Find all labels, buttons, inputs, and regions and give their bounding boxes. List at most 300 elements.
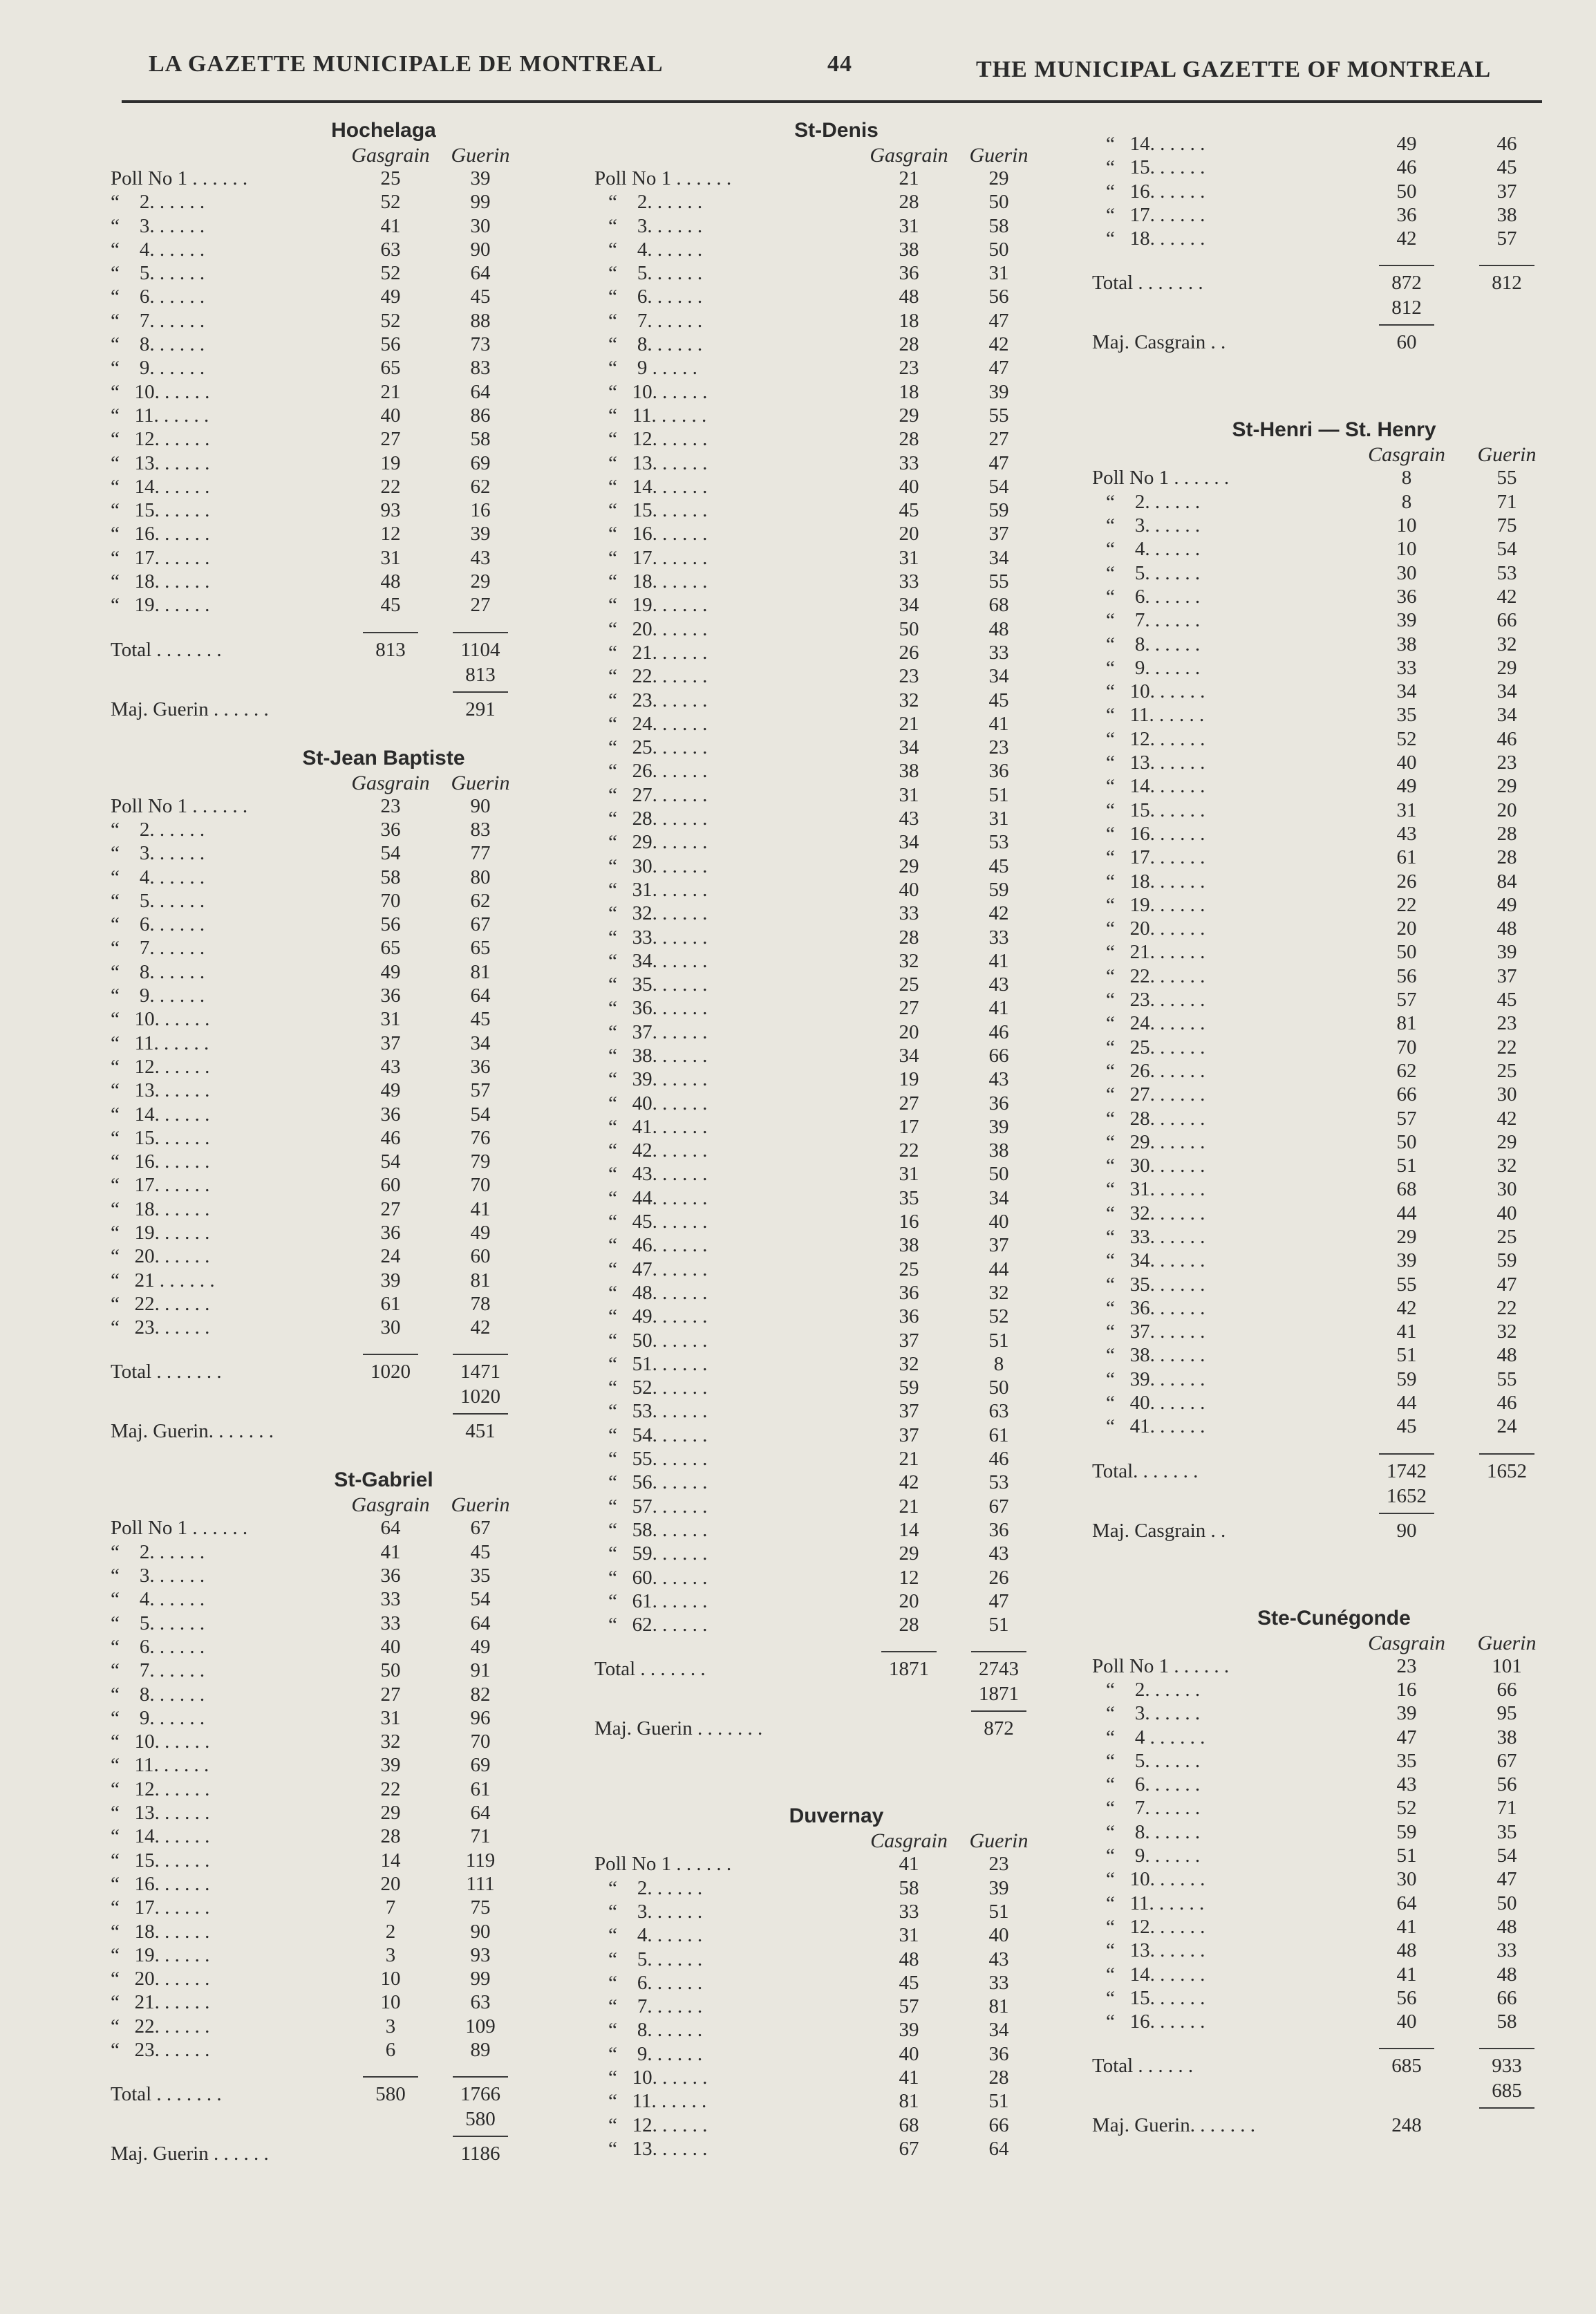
majority-value: 60 — [1396, 331, 1417, 354]
poll-row — [594, 879, 1078, 902]
guerin-votes: 51 — [988, 1614, 1009, 1636]
guerin-votes: 36 — [988, 2042, 1009, 2065]
subtracted-total — [594, 1683, 1078, 1706]
poll-label: “ 21. . . . . . — [1106, 941, 1205, 964]
poll-row — [111, 961, 594, 985]
casgrain-votes: 43 — [1396, 1773, 1417, 1796]
casgrain-votes: 27 — [380, 1197, 401, 1220]
poll-label: “ 6. . . . . . — [1106, 585, 1201, 608]
poll-row — [1092, 514, 1576, 538]
poll-row — [1092, 823, 1576, 846]
poll-label: “ 16. . . . . . — [608, 523, 708, 545]
poll-row — [594, 1542, 1078, 1566]
poll-row — [1092, 941, 1576, 964]
poll-row — [111, 1944, 594, 1968]
casgrain-votes: 34 — [1396, 680, 1417, 703]
poll-row — [594, 1948, 1078, 1972]
casgrain-votes: 31 — [899, 783, 919, 806]
poll-row — [594, 665, 1078, 689]
poll-label: “ 6. . . . . . — [111, 1635, 205, 1658]
casgrain-votes: 20 — [899, 1020, 919, 1043]
poll-label: “ 23. . . . . . — [608, 689, 708, 711]
majority-label: Maj. Guerin . . . . . . — [111, 2143, 269, 2165]
poll-row — [1092, 704, 1576, 727]
poll-row — [1092, 1773, 1576, 1797]
poll-row — [594, 1567, 1078, 1590]
casgrain-total: 1871 — [889, 1658, 929, 1681]
poll-label: “ 58. . . . . . — [608, 1518, 708, 1541]
poll-row — [111, 239, 594, 262]
poll-label: “ 33. . . . . . — [1106, 1225, 1205, 1248]
guerin-votes: 47 — [988, 1589, 1009, 1612]
guerin-votes: 34 — [470, 1032, 491, 1054]
subtracted-value: 813 — [465, 663, 496, 686]
guerin-votes: 54 — [1496, 538, 1517, 561]
poll-row — [111, 842, 594, 866]
poll-label: “ 9 . . . . . — [608, 357, 697, 380]
guerin-votes: 50 — [988, 238, 1009, 261]
casgrain-votes: 40 — [899, 2042, 919, 2065]
casgrain-votes: 48 — [899, 286, 919, 308]
total-row — [111, 639, 594, 664]
header-french-title: LA GAZETTE MUNICIPALE DE MONTREAL — [149, 51, 664, 77]
poll-row — [111, 357, 594, 380]
poll-label: “ 15. . . . . . — [1106, 156, 1205, 179]
casgrain-votes: 23 — [1396, 1654, 1417, 1677]
poll-label: “ 52. . . . . . — [608, 1377, 708, 1399]
poll-label: “ 20. . . . . . — [111, 1968, 210, 1990]
casgrain-votes: 27 — [380, 1683, 401, 1706]
guerin-votes: 43 — [988, 1542, 1009, 1565]
column-headers — [111, 1493, 594, 1517]
casgrain-votes: 68 — [899, 2114, 919, 2136]
casgrain-votes: 26 — [1396, 870, 1417, 893]
difference-rule — [1379, 324, 1434, 326]
guerin-votes: 41 — [988, 997, 1009, 1020]
poll-label: “ 13. . . . . . — [608, 2137, 708, 2160]
poll-row — [1092, 1249, 1576, 1273]
poll-label: “ 27. . . . . . — [608, 783, 708, 806]
poll-label: “ 3. . . . . . — [608, 214, 703, 237]
poll-label: “ 4. . . . . . — [608, 1924, 703, 1947]
majority-row — [111, 1420, 594, 1448]
poll-row — [1092, 1797, 1576, 1820]
poll-label: “ 7. . . . . . — [111, 937, 205, 960]
poll-label: “ 27. . . . . . — [1106, 1083, 1205, 1106]
poll-label: “ 15. . . . . . — [111, 1126, 210, 1149]
casgrain-votes: 67 — [899, 2137, 919, 2160]
casgrain-votes: 31 — [380, 1706, 401, 1729]
poll-label: “ 40. . . . . . — [608, 1092, 708, 1114]
guerin-votes: 61 — [988, 1424, 1009, 1446]
poll-label: “ 34. . . . . . — [1106, 1249, 1205, 1272]
poll-label: “ 8. . . . . . — [608, 333, 703, 356]
poll-row — [1092, 728, 1576, 752]
poll-row — [1092, 1655, 1576, 1679]
guerin-votes: 58 — [988, 214, 1009, 237]
poll-row — [111, 890, 594, 913]
casgrain-votes: 64 — [380, 1517, 401, 1540]
poll-label: “ 13. . . . . . — [111, 451, 210, 474]
poll-label: “ 34. . . . . . — [608, 949, 708, 972]
poll-row — [111, 1778, 594, 1802]
majority-row — [111, 698, 594, 726]
guerin-votes: 42 — [470, 1316, 491, 1339]
poll-label: “ 54. . . . . . — [608, 1424, 708, 1446]
poll-label: “ 51. . . . . . — [608, 1352, 708, 1375]
poll-label: “ 7. . . . . . — [1106, 609, 1201, 632]
poll-label: “ 14. . . . . . — [111, 1103, 210, 1126]
guerin-votes: 55 — [1496, 467, 1517, 489]
guerin-votes: 33 — [988, 926, 1009, 949]
poll-row — [594, 476, 1078, 499]
guerin-votes: 54 — [470, 1588, 491, 1611]
casgrain-votes: 43 — [380, 1055, 401, 1078]
poll-row — [1092, 870, 1576, 894]
casgrain-votes: 23 — [899, 665, 919, 688]
poll-row — [111, 1150, 594, 1174]
poll-label: “ 8. . . . . . — [1106, 1820, 1201, 1843]
casgrain-votes: 21 — [380, 380, 401, 403]
total-row — [1092, 2055, 1576, 2080]
candidate-casgrain-header: Gasgrain — [351, 1493, 430, 1517]
poll-row — [111, 1222, 594, 1245]
poll-label: “ 2. . . . . . — [111, 191, 205, 214]
guerin-votes: 23 — [1496, 752, 1517, 774]
candidate-casgrain-header: Casgrain — [1368, 1631, 1445, 1654]
poll-row — [111, 1517, 594, 1540]
casgrain-total: 872 — [1391, 272, 1422, 295]
poll-row — [594, 2138, 1078, 2161]
guerin-votes: 37 — [1496, 180, 1517, 203]
casgrain-votes: 42 — [899, 1471, 919, 1494]
casgrain-votes: 31 — [380, 546, 401, 569]
guerin-votes: 25 — [1496, 1225, 1517, 1248]
casgrain-votes: 14 — [380, 1849, 401, 1872]
poll-row — [1092, 1987, 1576, 2010]
guerin-votes: 90 — [470, 1920, 491, 1943]
guerin-votes: 43 — [470, 546, 491, 569]
total-rule — [1479, 265, 1534, 266]
casgrain-votes: 66 — [1396, 1083, 1417, 1106]
guerin-votes: 70 — [470, 1174, 491, 1197]
casgrain-votes: 29 — [899, 855, 919, 877]
column-right — [1092, 133, 1576, 2161]
guerin-votes: 38 — [1496, 1726, 1517, 1748]
guerin-votes: 111 — [466, 1872, 495, 1895]
casgrain-votes: 28 — [899, 191, 919, 214]
poll-row — [111, 1730, 594, 1754]
candidate-casgrain-header: Gasgrain — [351, 144, 430, 167]
guerin-votes: 32 — [1496, 1155, 1517, 1177]
casgrain-votes: 32 — [899, 1352, 919, 1375]
poll-label: “ 17. . . . . . — [608, 546, 708, 569]
candidate-casgrain-header: Gasgrain — [870, 144, 948, 167]
poll-row — [594, 2066, 1078, 2090]
poll-label: “ 9. . . . . . — [1106, 656, 1201, 679]
majority-label: Maj. Casgrain . . — [1092, 331, 1226, 354]
guerin-votes: 54 — [988, 475, 1009, 498]
poll-label: “ 16. . . . . . — [111, 1150, 210, 1173]
poll-label: “ 12. . . . . . — [1106, 727, 1205, 750]
ward-title: St-Gabriel — [334, 1468, 433, 1492]
majority-label: Maj. Guerin. . . . . . . — [111, 1420, 274, 1443]
poll-row — [1092, 467, 1576, 490]
casgrain-votes: 16 — [1396, 1678, 1417, 1701]
guerin-votes: 29 — [1496, 656, 1517, 679]
guerin-votes: 46 — [1496, 133, 1517, 155]
poll-row — [111, 2015, 594, 2039]
casgrain-votes: 64 — [1396, 1892, 1417, 1914]
guerin-votes: 66 — [1496, 609, 1517, 632]
column-headers — [111, 772, 594, 795]
casgrain-votes: 33 — [380, 1612, 401, 1634]
guerin-votes: 47 — [1496, 1868, 1517, 1891]
majority-row — [111, 2143, 594, 2170]
guerin-votes: 37 — [988, 1234, 1009, 1257]
casgrain-votes: 36 — [899, 262, 919, 285]
poll-label: “ 43. . . . . . — [608, 1163, 708, 1186]
poll-row — [594, 1045, 1078, 1068]
casgrain-total: 1742 — [1387, 1459, 1427, 1482]
poll-row — [594, 2114, 1078, 2138]
poll-row — [1092, 1726, 1576, 1750]
poll-row — [1092, 1083, 1576, 1107]
poll-label: “ 12. . . . . . — [608, 2114, 708, 2136]
casgrain-votes: 49 — [380, 286, 401, 308]
poll-label: “ 21. . . . . . — [608, 641, 708, 664]
poll-row — [111, 476, 594, 499]
poll-row — [1092, 133, 1576, 156]
poll-label: “ 10. . . . . . — [608, 380, 708, 403]
poll-row — [111, 310, 594, 333]
guerin-votes: 48 — [1496, 1344, 1517, 1367]
casgrain-votes: 52 — [380, 191, 401, 214]
guerin-votes: 24 — [1496, 1415, 1517, 1438]
casgrain-votes: 48 — [380, 570, 401, 593]
guerin-votes: 39 — [988, 380, 1009, 403]
casgrain-votes: 20 — [1396, 917, 1417, 940]
poll-row — [594, 1021, 1078, 1045]
guerin-votes: 25 — [1496, 1059, 1517, 1082]
guerin-votes: 66 — [988, 2114, 1009, 2136]
subtracted-value: 685 — [1492, 2080, 1522, 2102]
poll-row — [594, 1901, 1078, 1924]
guerin-votes: 70 — [470, 1730, 491, 1753]
guerin-votes: 32 — [1496, 1321, 1517, 1343]
guerin-votes: 30 — [1496, 1083, 1517, 1106]
guerin-votes: 35 — [1496, 1820, 1517, 1843]
poll-row — [594, 2090, 1078, 2114]
poll-row — [1092, 1702, 1576, 1726]
guerin-votes: 36 — [988, 760, 1009, 783]
total-label: Total . . . . . . . — [111, 1361, 222, 1383]
poll-label: “ 7. . . . . . — [608, 1995, 703, 2018]
poll-label: “ 24. . . . . . — [608, 712, 708, 735]
poll-label: “ 10. . . . . . — [1106, 680, 1205, 703]
poll-row — [111, 1293, 594, 1316]
poll-label: “ 14. . . . . . — [1106, 1963, 1205, 1986]
casgrain-votes: 93 — [380, 499, 401, 522]
difference-rule — [453, 2136, 508, 2137]
poll-label: Poll No 1 . . . . . . — [594, 1853, 732, 1876]
poll-label: “ 8. . . . . . — [111, 333, 205, 356]
guerin-votes: 93 — [470, 1943, 491, 1966]
guerin-total: 1652 — [1487, 1459, 1527, 1482]
guerin-total: 812 — [1492, 272, 1522, 295]
casgrain-votes: 68 — [1396, 1178, 1417, 1201]
guerin-votes: 51 — [988, 1329, 1009, 1352]
casgrain-votes: 38 — [1396, 633, 1417, 655]
guerin-votes: 27 — [988, 428, 1009, 451]
poll-label: “ 11. . . . . . — [111, 1032, 209, 1054]
poll-row — [111, 1174, 594, 1197]
casgrain-votes: 27 — [380, 428, 401, 451]
guerin-votes: 45 — [1496, 989, 1517, 1011]
guerin-votes: 64 — [470, 380, 491, 403]
poll-label: “ 4. . . . . . — [111, 238, 205, 261]
casgrain-votes: 33 — [899, 1901, 919, 1923]
ward-st-gabriel — [111, 1467, 594, 2190]
casgrain-votes: 40 — [380, 404, 401, 427]
poll-row — [594, 926, 1078, 950]
majority-label: Maj. Guerin . . . . . . . — [594, 1717, 763, 1740]
casgrain-votes: 28 — [899, 926, 919, 949]
poll-row — [1092, 562, 1576, 586]
total-label: Total . . . . . . . — [111, 2083, 222, 2106]
casgrain-votes: 20 — [380, 1872, 401, 1895]
poll-row — [594, 736, 1078, 760]
poll-label: “ 20. . . . . . — [608, 617, 708, 640]
poll-label: “ 13. . . . . . — [1106, 1939, 1205, 1962]
total-rule — [1479, 2048, 1534, 2049]
casgrain-votes: 31 — [899, 214, 919, 237]
guerin-votes: 20 — [1496, 799, 1517, 821]
guerin-votes: 47 — [1496, 1273, 1517, 1296]
casgrain-votes: 23 — [899, 357, 919, 380]
casgrain-total: 685 — [1391, 2055, 1422, 2078]
poll-row — [594, 310, 1078, 333]
casgrain-votes: 39 — [899, 2019, 919, 2042]
guerin-votes: 59 — [1496, 1249, 1517, 1272]
guerin-total: 1471 — [460, 1361, 500, 1383]
poll-label: “ 18. . . . . . — [608, 570, 708, 593]
guerin-votes: 53 — [988, 1471, 1009, 1494]
poll-label: “ 15. . . . . . — [111, 499, 210, 522]
guerin-votes: 57 — [1496, 227, 1517, 250]
poll-label: “ 12. . . . . . — [111, 1778, 210, 1800]
poll-label: “ 16. . . . . . — [1106, 2010, 1205, 2033]
subtracted-total — [111, 2108, 594, 2131]
poll-label: “ 18. . . . . . — [111, 1197, 210, 1220]
poll-row — [594, 1519, 1078, 1542]
subtracted-total — [111, 1385, 594, 1409]
casgrain-votes: 28 — [899, 1614, 919, 1636]
poll-row — [594, 381, 1078, 404]
casgrain-votes: 31 — [899, 1163, 919, 1186]
casgrain-votes: 46 — [380, 1126, 401, 1149]
casgrain-votes: 58 — [899, 1876, 919, 1899]
poll-label: “ 56. . . . . . — [608, 1471, 708, 1494]
poll-row — [594, 404, 1078, 428]
casgrain-votes: 49 — [380, 1079, 401, 1102]
guerin-votes: 51 — [988, 783, 1009, 806]
casgrain-votes: 21 — [899, 1495, 919, 1518]
total-rule — [363, 2076, 418, 2078]
poll-row — [1092, 227, 1576, 251]
poll-row — [594, 1590, 1078, 1614]
guerin-votes: 53 — [988, 831, 1009, 854]
poll-label: “ 19. . . . . . — [608, 594, 708, 617]
difference-rule — [971, 1710, 1026, 1712]
poll-label: “ 22. . . . . . — [608, 665, 708, 688]
guerin-votes: 83 — [470, 357, 491, 380]
casgrain-votes: 28 — [899, 428, 919, 451]
poll-label: “ 35. . . . . . — [1106, 1273, 1205, 1296]
casgrain-votes: 40 — [899, 475, 919, 498]
poll-label: “ 10. . . . . . — [111, 1008, 210, 1031]
poll-row — [594, 713, 1078, 736]
guerin-votes: 48 — [988, 617, 1009, 640]
poll-row — [594, 428, 1078, 451]
poll-row — [594, 1282, 1078, 1305]
poll-label: “ 5. . . . . . — [608, 1948, 703, 1970]
guerin-votes: 43 — [988, 1068, 1009, 1091]
casgrain-votes: 60 — [380, 1174, 401, 1197]
poll-label: “ 13. . . . . . — [111, 1079, 210, 1102]
poll-row — [594, 1972, 1078, 1995]
guerin-votes: 81 — [470, 960, 491, 983]
casgrain-votes: 31 — [899, 546, 919, 569]
majority-value: 872 — [984, 1717, 1014, 1740]
column-headers — [1092, 1632, 1576, 1655]
guerin-total: 933 — [1492, 2055, 1522, 2078]
guerin-votes: 65 — [470, 937, 491, 960]
poll-label: “ 30. . . . . . — [1106, 1155, 1205, 1177]
poll-label: “ 6. . . . . . — [111, 913, 205, 936]
poll-label: “ 16. . . . . . — [111, 1872, 210, 1895]
poll-label: “ 11. . . . . . — [111, 1754, 209, 1777]
guerin-votes: 69 — [470, 451, 491, 474]
casgrain-votes: 40 — [899, 878, 919, 901]
guerin-votes: 33 — [1496, 1939, 1517, 1962]
poll-label: “ 18. . . . . . — [111, 1920, 210, 1943]
poll-row — [1092, 1392, 1576, 1415]
poll-row — [594, 902, 1078, 926]
poll-label: “ 8. . . . . . — [608, 2019, 703, 2042]
poll-label: “ 19. . . . . . — [111, 1221, 210, 1244]
poll-row — [1092, 1155, 1576, 1178]
total-row — [1092, 272, 1576, 297]
poll-row — [1092, 1939, 1576, 1963]
guerin-votes: 90 — [470, 238, 491, 261]
casgrain-votes: 36 — [380, 985, 401, 1007]
guerin-votes: 47 — [988, 309, 1009, 332]
guerin-votes: 36 — [988, 1092, 1009, 1114]
poll-row — [1092, 1679, 1576, 1702]
casgrain-votes: 40 — [1396, 752, 1417, 774]
guerin-votes: 50 — [988, 191, 1009, 214]
poll-row — [1092, 1297, 1576, 1321]
ward-duvernay — [594, 1803, 1078, 2161]
casgrain-votes: 41 — [1396, 1963, 1417, 1986]
casgrain-votes: 40 — [1396, 2010, 1417, 2033]
poll-label: “ 20. . . . . . — [111, 1245, 210, 1268]
casgrain-votes: 41 — [899, 2066, 919, 2089]
guerin-votes: 22 — [1496, 1296, 1517, 1319]
casgrain-votes: 17 — [899, 1115, 919, 1138]
total-row — [594, 1658, 1078, 1683]
